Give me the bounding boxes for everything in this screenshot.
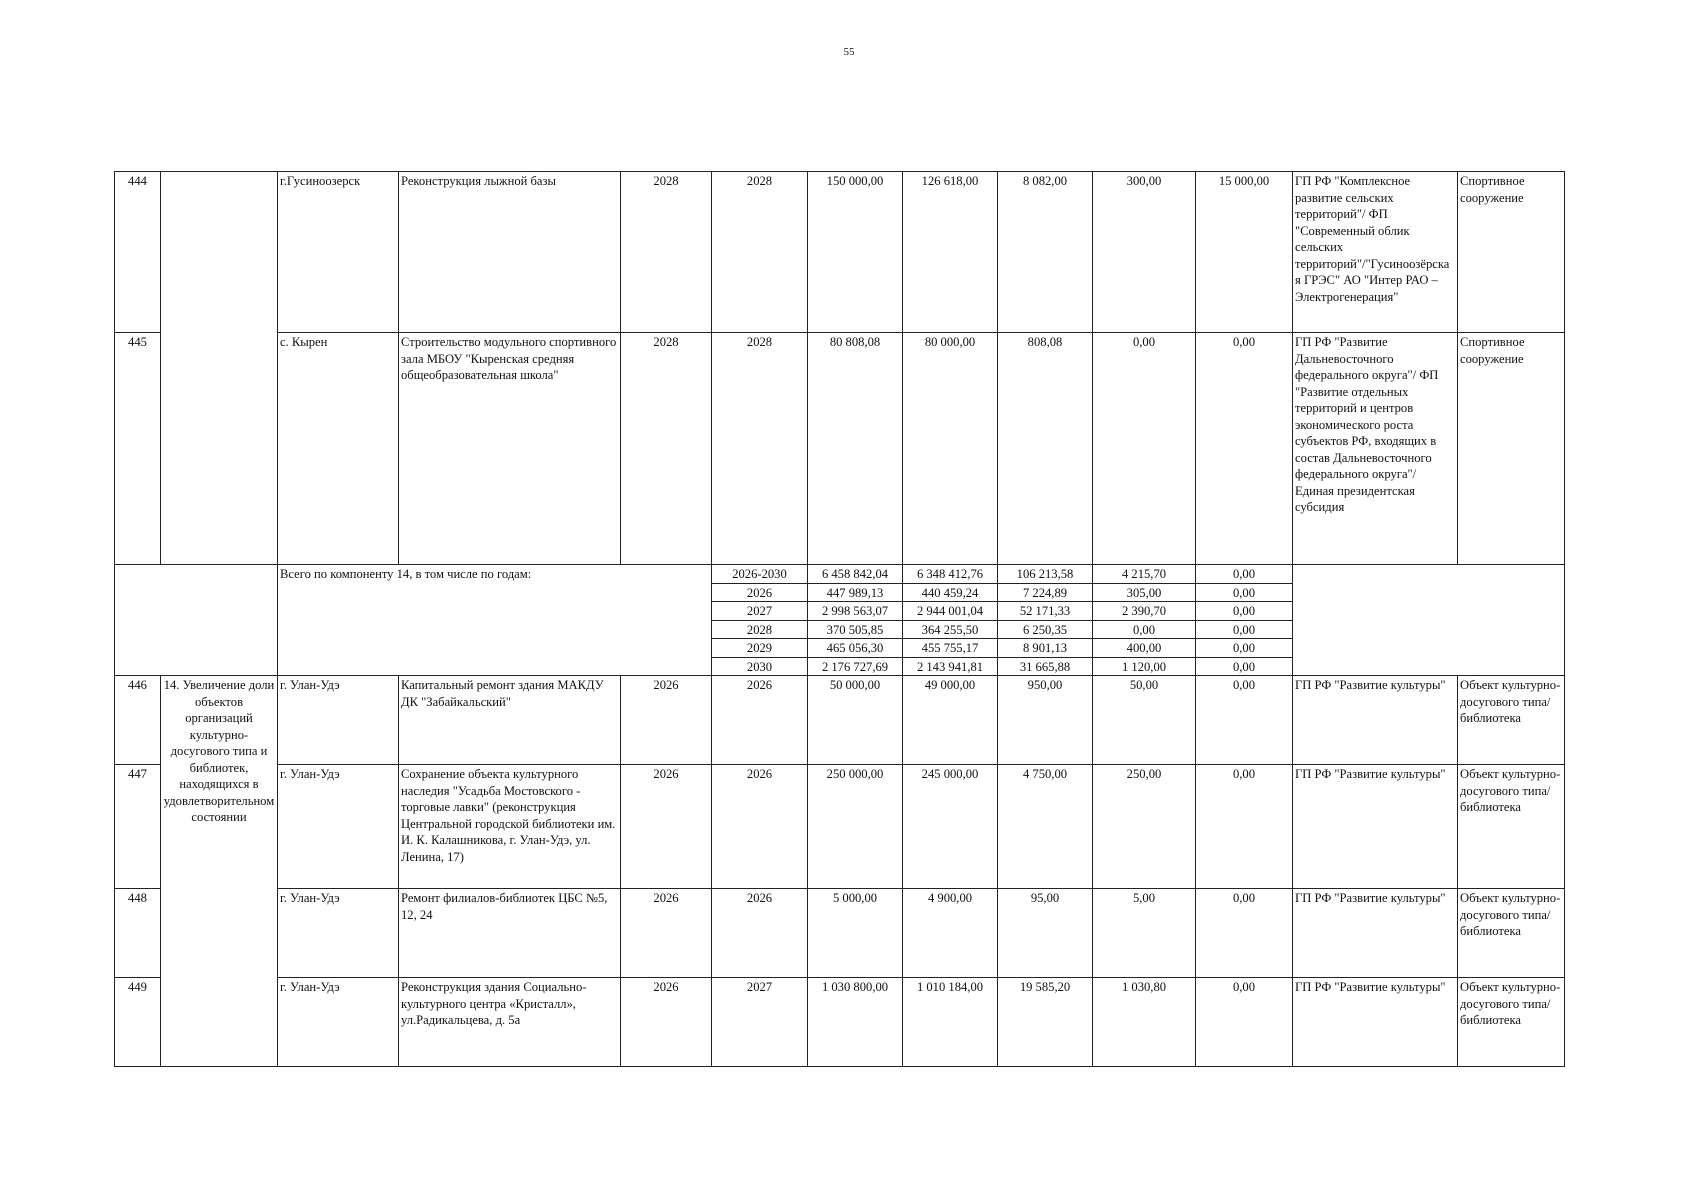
end-year-cell: 2026 xyxy=(712,889,808,978)
start-year-cell: 2028 xyxy=(621,172,712,333)
summary-extra: 0,00 xyxy=(1196,602,1293,621)
program-cell: ГП РФ "Развитие культуры" xyxy=(1293,978,1458,1067)
federal-cell: 4 900,00 xyxy=(903,889,998,978)
program-cell: ГП РФ "Комплексное развитие сельских территорий"/ ФП "Современный облик сельских территорий"/"Гусиноозёрская ГРЭС" АО "Интер РАО – Электрогенерация" xyxy=(1293,172,1458,333)
regional-cell: 808,08 xyxy=(998,333,1093,565)
total-cell: 250 000,00 xyxy=(808,765,903,889)
summary-total: 6 458 842,04 xyxy=(808,565,903,584)
location-cell: с. Кырен xyxy=(278,333,399,565)
total-cell: 50 000,00 xyxy=(808,676,903,765)
extra-cell: 0,00 xyxy=(1196,676,1293,765)
end-year-cell: 2026 xyxy=(712,676,808,765)
project-name-cell: Ремонт филиалов-библиотек ЦБС №5, 12, 24 xyxy=(399,889,621,978)
summary-right-blank xyxy=(1293,565,1565,676)
regional-cell: 4 750,00 xyxy=(998,765,1093,889)
summary-extra: 0,00 xyxy=(1196,583,1293,602)
location-cell: г. Улан-Удэ xyxy=(278,765,399,889)
federal-cell: 49 000,00 xyxy=(903,676,998,765)
row-number: 445 xyxy=(115,333,161,565)
end-year-cell: 2028 xyxy=(712,172,808,333)
start-year-cell: 2028 xyxy=(621,333,712,565)
project-name-cell: Сохранение объекта культурного наследия "Усадьба Мостовского - торговые лавки" (реконструкция Центральной городской библиотеки им. И. К. Калашникова, г. Улан-Удэ, ул. Ленина, 17) xyxy=(399,765,621,889)
object-type-cell: Объект культурно-досугового типа/библиотека xyxy=(1458,889,1565,978)
table-row xyxy=(115,333,1565,565)
local-cell: 300,00 xyxy=(1093,172,1196,333)
project-name-cell: Реконструкция здания Социально-культурного центра «Кристалл», ул.Радикальцева, д. 5а xyxy=(399,978,621,1067)
row-number: 448 xyxy=(115,889,161,978)
program-cell: ГП РФ "Развитие культуры" xyxy=(1293,889,1458,978)
object-type-cell: Спортивное сооружение xyxy=(1458,333,1565,565)
object-type-cell: Объект культурно-досугового типа/библиотека xyxy=(1458,765,1565,889)
start-year-cell: 2026 xyxy=(621,889,712,978)
summary-federal: 2 143 941,81 xyxy=(903,657,998,676)
summary-total: 2 176 727,69 xyxy=(808,657,903,676)
summary-year: 2030 xyxy=(712,657,808,676)
local-cell: 1 030,80 xyxy=(1093,978,1196,1067)
summary-regional: 8 901,13 xyxy=(998,639,1093,658)
summary-local: 400,00 xyxy=(1093,639,1196,658)
summary-federal: 455 755,17 xyxy=(903,639,998,658)
federal-cell: 245 000,00 xyxy=(903,765,998,889)
summary-row xyxy=(115,565,1565,584)
summary-local: 1 120,00 xyxy=(1093,657,1196,676)
total-cell: 80 808,08 xyxy=(808,333,903,565)
extra-cell: 15 000,00 xyxy=(1196,172,1293,333)
table-row xyxy=(115,172,1565,333)
summary-federal: 440 459,24 xyxy=(903,583,998,602)
extra-cell: 0,00 xyxy=(1196,889,1293,978)
location-cell: г. Улан-Удэ xyxy=(278,676,399,765)
component-cell-empty xyxy=(161,172,278,565)
extra-cell: 0,00 xyxy=(1196,978,1293,1067)
summary-local: 4 215,70 xyxy=(1093,565,1196,584)
local-cell: 50,00 xyxy=(1093,676,1196,765)
row-number: 446 xyxy=(115,676,161,765)
component-label: 14. Увеличение доли объектов организаций культурно-досугового типа и библиотек, находящихся в удовлетворительном состоянии xyxy=(161,676,278,1067)
total-cell: 5 000,00 xyxy=(808,889,903,978)
federal-cell: 1 010 184,00 xyxy=(903,978,998,1067)
local-cell: 5,00 xyxy=(1093,889,1196,978)
location-cell: г. Улан-Удэ xyxy=(278,889,399,978)
federal-cell: 126 618,00 xyxy=(903,172,998,333)
regional-cell: 8 082,00 xyxy=(998,172,1093,333)
summary-local: 0,00 xyxy=(1093,620,1196,639)
local-cell: 250,00 xyxy=(1093,765,1196,889)
summary-regional: 6 250,35 xyxy=(998,620,1093,639)
summary-federal: 6 348 412,76 xyxy=(903,565,998,584)
regional-cell: 950,00 xyxy=(998,676,1093,765)
summary-year: 2026 xyxy=(712,583,808,602)
row-number: 449 xyxy=(115,978,161,1067)
total-cell: 1 030 800,00 xyxy=(808,978,903,1067)
start-year-cell: 2026 xyxy=(621,676,712,765)
summary-regional: 31 665,88 xyxy=(998,657,1093,676)
summary-federal: 2 944 001,04 xyxy=(903,602,998,621)
summary-regional: 52 171,33 xyxy=(998,602,1093,621)
end-year-cell: 2027 xyxy=(712,978,808,1067)
start-year-cell: 2026 xyxy=(621,765,712,889)
project-name-cell: Строительство модульного спортивного зала МБОУ "Кыренская средняя общеобразовательная школа" xyxy=(399,333,621,565)
project-name-cell: Капитальный ремонт здания МАКДУ ДК "Забайкальский" xyxy=(399,676,621,765)
project-name-cell: Реконструкция лыжной базы xyxy=(399,172,621,333)
local-cell: 0,00 xyxy=(1093,333,1196,565)
investment-projects-table xyxy=(114,171,1565,1067)
summary-total: 447 989,13 xyxy=(808,583,903,602)
summary-total: 2 998 563,07 xyxy=(808,602,903,621)
summary-extra: 0,00 xyxy=(1196,620,1293,639)
summary-total: 370 505,85 xyxy=(808,620,903,639)
table-row xyxy=(115,676,1565,765)
row-number: 444 xyxy=(115,172,161,333)
location-cell: г.Гусиноозерск xyxy=(278,172,399,333)
summary-local: 2 390,70 xyxy=(1093,602,1196,621)
object-type-cell: Спортивное сооружение xyxy=(1458,172,1565,333)
location-cell: г. Улан-Удэ xyxy=(278,978,399,1067)
regional-cell: 19 585,20 xyxy=(998,978,1093,1067)
end-year-cell: 2028 xyxy=(712,333,808,565)
table-row xyxy=(115,889,1565,978)
object-type-cell: Объект культурно-досугового типа/библиотека xyxy=(1458,978,1565,1067)
summary-federal: 364 255,50 xyxy=(903,620,998,639)
start-year-cell: 2026 xyxy=(621,978,712,1067)
program-cell: ГП РФ "Развитие Дальневосточного федерального округа"/ ФП "Развитие отдельных территорий и центров экономического роста субъектов РФ, входящих в состав Дальневосточного федерального округа"/ Единая президентская субсидия xyxy=(1293,333,1458,565)
page-number: 55 xyxy=(843,46,855,58)
summary-local: 305,00 xyxy=(1093,583,1196,602)
end-year-cell: 2026 xyxy=(712,765,808,889)
table-row xyxy=(115,978,1565,1067)
program-cell: ГП РФ "Развитие культуры" xyxy=(1293,765,1458,889)
row-number: 447 xyxy=(115,765,161,889)
regional-cell: 95,00 xyxy=(998,889,1093,978)
summary-regional: 106 213,58 xyxy=(998,565,1093,584)
summary-year: 2029 xyxy=(712,639,808,658)
extra-cell: 0,00 xyxy=(1196,333,1293,565)
total-cell: 150 000,00 xyxy=(808,172,903,333)
extra-cell: 0,00 xyxy=(1196,765,1293,889)
federal-cell: 80 000,00 xyxy=(903,333,998,565)
summary-year: 2027 xyxy=(712,602,808,621)
object-type-cell: Объект культурно-досугового типа/библиотека xyxy=(1458,676,1565,765)
summary-extra: 0,00 xyxy=(1196,565,1293,584)
summary-extra: 0,00 xyxy=(1196,657,1293,676)
summary-label: Всего по компоненту 14, в том числе по годам: xyxy=(278,565,712,676)
summary-blank xyxy=(115,565,278,676)
table-row xyxy=(115,765,1565,889)
program-cell: ГП РФ "Развитие культуры" xyxy=(1293,676,1458,765)
summary-total: 465 056,30 xyxy=(808,639,903,658)
summary-year: 2026-2030 xyxy=(712,565,808,584)
summary-regional: 7 224,89 xyxy=(998,583,1093,602)
summary-extra: 0,00 xyxy=(1196,639,1293,658)
summary-year: 2028 xyxy=(712,620,808,639)
